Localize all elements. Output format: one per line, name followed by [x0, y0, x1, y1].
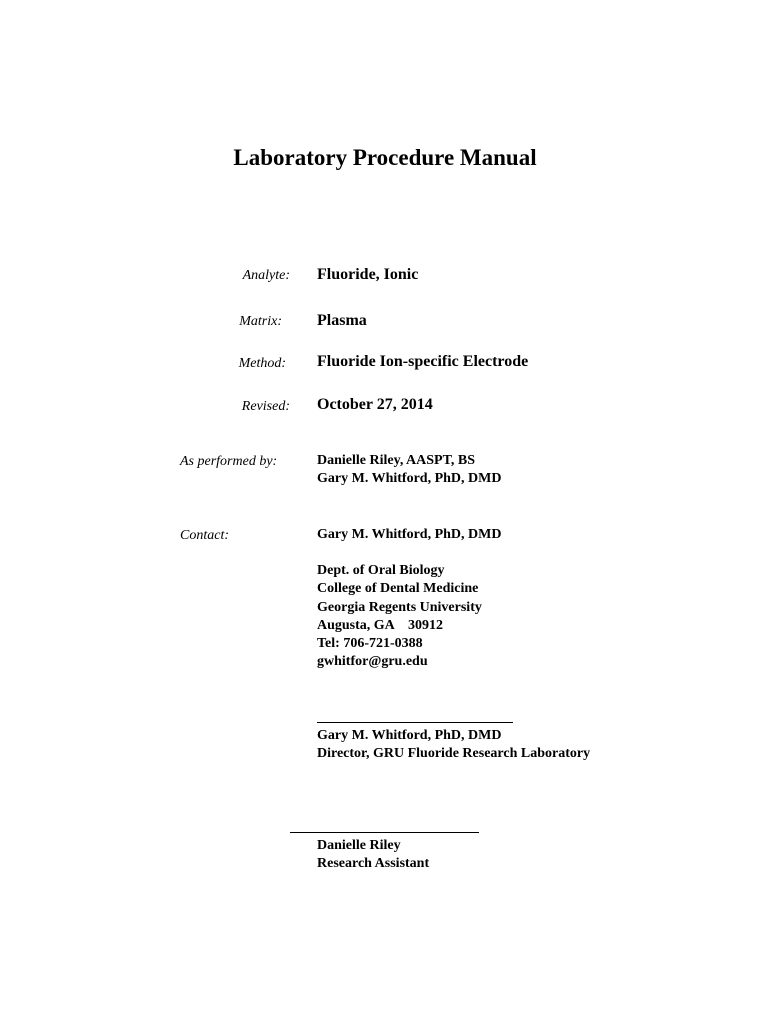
document-title: Laboratory Procedure Manual — [233, 145, 537, 170]
signature-role: Research Assistant — [317, 856, 430, 872]
signature-line — [317, 722, 513, 723]
performed-by-name: Gary M. Whitford, PhD, DMD — [317, 471, 502, 487]
signature-role: Director, GRU Fluoride Research Laboratory — [317, 746, 591, 762]
method-value: Fluoride Ion-specific Electrode — [317, 353, 529, 370]
address-line: College of Dental Medicine — [317, 581, 479, 597]
signature-name: Danielle Riley — [317, 838, 401, 853]
contact-email: gwhitfor@gru.edu — [317, 654, 428, 670]
matrix-value: Plasma — [317, 312, 367, 329]
performed-by-label: As performed by: — [180, 454, 278, 469]
contact-label: Contact: — [180, 528, 229, 543]
method-label: Method: — [238, 356, 286, 371]
matrix-label: Matrix: — [239, 314, 282, 329]
address-line: Augusta, GA 30912 — [317, 617, 444, 633]
revised-value: October 27, 2014 — [317, 396, 433, 413]
revised-label: Revised: — [241, 399, 290, 414]
signature-line — [290, 832, 479, 833]
address-line: Dept. of Oral Biology — [317, 563, 445, 578]
performed-by-name: Danielle Riley, AASPT, BS — [317, 453, 476, 468]
performed-by-names — [317, 452, 501, 489]
address-line: Tel: 706-721-0388 — [317, 636, 423, 652]
signature-name: Gary M. Whitford, PhD, DMD — [317, 728, 502, 743]
signature-block-director — [317, 727, 590, 764]
signature-block-assistant — [317, 837, 429, 874]
address-line: Georgia Regents University — [317, 599, 482, 615]
contact-address — [317, 562, 482, 672]
analyte-label: Analyte: — [242, 268, 290, 283]
analyte-value: Fluoride, Ionic — [317, 266, 419, 283]
contact-name: Gary M. Whitford, PhD, DMD — [317, 527, 502, 542]
